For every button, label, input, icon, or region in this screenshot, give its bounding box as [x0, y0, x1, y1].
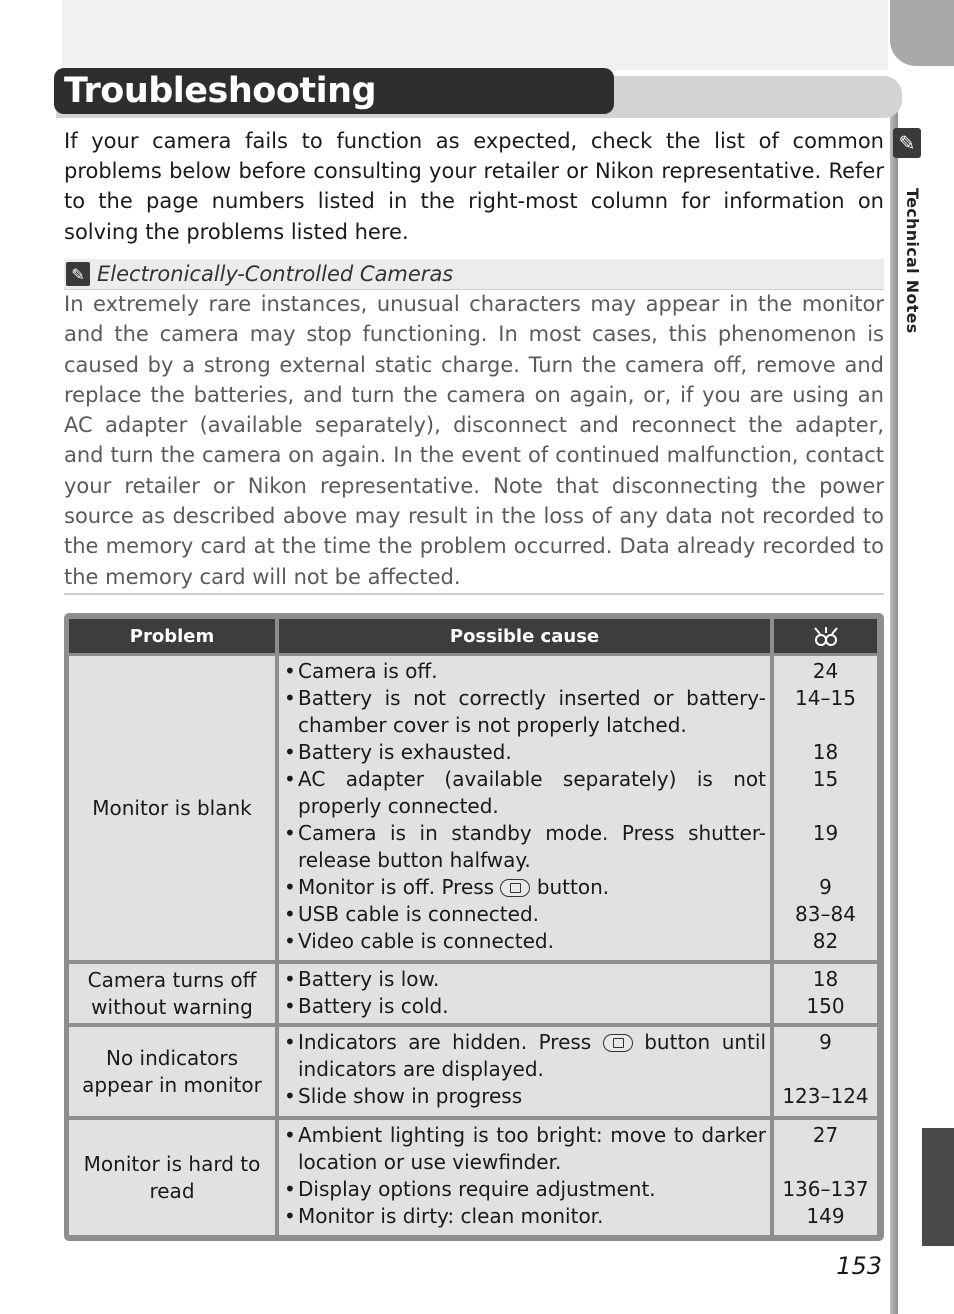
cause-item: • Battery is low. [279, 966, 766, 993]
cause-item [279, 1029, 766, 1083]
page-ref: 15 [812, 767, 839, 791]
cause-text: Monitor is off. Press [298, 875, 495, 899]
page-ref: 149 [806, 1204, 845, 1228]
monitor-button-icon [500, 879, 530, 897]
pencil-icon: ✎ [893, 128, 921, 158]
note-title: Electronically-Controlled Cameras [97, 262, 454, 286]
cause-item: • Camera is off. [279, 658, 766, 685]
page-ref: 18 [812, 740, 839, 764]
page-ref: 123–124 [782, 1084, 869, 1108]
intro-paragraph: If your camera fails to function as expected, check the list of common problems below before consulting your retailer or Nikon representative. Refer to the page numbers listed in the right-most column for information on solving the problems listed here. [64, 129, 884, 244]
page-ref: 9 [819, 875, 832, 899]
cause-list [279, 966, 766, 1020]
header-problem: Problem [69, 619, 275, 653]
cause-cell [279, 1027, 770, 1116]
section-tab-marker [922, 1128, 954, 1246]
cause-list [279, 1122, 766, 1230]
section-label: Technical Notes [903, 188, 922, 334]
problem-cell: Monitor is hard to read [69, 1120, 275, 1235]
divider [64, 593, 884, 595]
page-ref: 150 [806, 994, 845, 1018]
cause-item: • Slide show in progress [279, 1083, 766, 1110]
cause-item: • USB cable is connected. [279, 901, 766, 928]
page-ref: 27 [812, 1123, 839, 1147]
cause-item: • Camera is in standby mode. Press shutter-release button halfway. [279, 820, 766, 874]
cause-item: • Battery is not correctly inserted or battery-chamber cover is not properly latched. [279, 685, 766, 739]
cause-item: • Monitor is dirty: clean monitor. [279, 1203, 766, 1230]
cause-item [279, 874, 766, 901]
cause-list [279, 658, 766, 955]
page-ref: 14–15 [795, 686, 856, 710]
page-ref: 24 [812, 659, 839, 683]
page-ref: 136–137 [782, 1177, 869, 1201]
cause-item: • AC adapter (available separately) is not properly connected. [279, 766, 766, 820]
page-cell [774, 1120, 877, 1235]
cause-list [279, 1029, 766, 1110]
page-ref: 18 [812, 967, 839, 991]
page-cell [774, 656, 877, 960]
cause-text: button. [536, 875, 610, 899]
cause-text: Indicators are hidden. Press [298, 1030, 592, 1054]
page-ref: 9 [819, 1030, 832, 1054]
cause-cell [279, 964, 770, 1023]
header-possible-cause: Possible cause [279, 619, 770, 653]
page-number: 153 [836, 1252, 882, 1280]
page-reference-icon [774, 619, 877, 653]
page-ref: 83–84 [795, 902, 856, 926]
monitor-button-icon [603, 1034, 633, 1052]
problem-cell: Monitor is blank [69, 656, 275, 960]
page-ref: 19 [812, 821, 839, 845]
cause-item: • Ambient lighting is too bright: move to darker location or use viewfinder. [279, 1122, 766, 1176]
cause-item: • Display options require adjustment. [279, 1176, 766, 1203]
page-ref: 82 [812, 929, 839, 953]
cause-cell [279, 1120, 770, 1235]
problem-cell: No indicators appear in monitor [69, 1027, 275, 1116]
cause-cell [279, 656, 770, 960]
cause-item: • Battery is cold. [279, 993, 766, 1020]
page-cell [774, 964, 877, 1023]
cause-item: • Video cable is connected. [279, 928, 766, 955]
cause-text: button until indicators are displayed. [298, 1030, 767, 1081]
page-reference-icon-glyph [811, 625, 841, 647]
corner-tab [890, 0, 954, 66]
problem-cell: Camera turns off without warning [69, 964, 275, 1023]
top-band [62, 0, 888, 70]
cause-item: • Battery is exhausted. [279, 739, 766, 766]
pencil-icon: ✎ [66, 262, 90, 286]
page-title: Troubleshooting [64, 71, 377, 111]
page-cell [774, 1027, 877, 1116]
note-body: In extremely rare instances, unusual characters may appear in the monitor and the camera may stop functioning. In most cases, this phenomenon is caused by a strong external static charge. Turn the camera off, remove and replace the batteries, and turn the camera on again, or, if you are using an AC adapter (available separately), disconnect and reconnect the adapter, and turn the camera on again. In the event of continued malfunction, contact your retailer or Nikon representative. Note that disconnecting the power source as described above may result in the loss of any data not recorded to the memory card at the time the problem occurred. Data already recorded to the memory card will not be affected. [64, 292, 884, 589]
